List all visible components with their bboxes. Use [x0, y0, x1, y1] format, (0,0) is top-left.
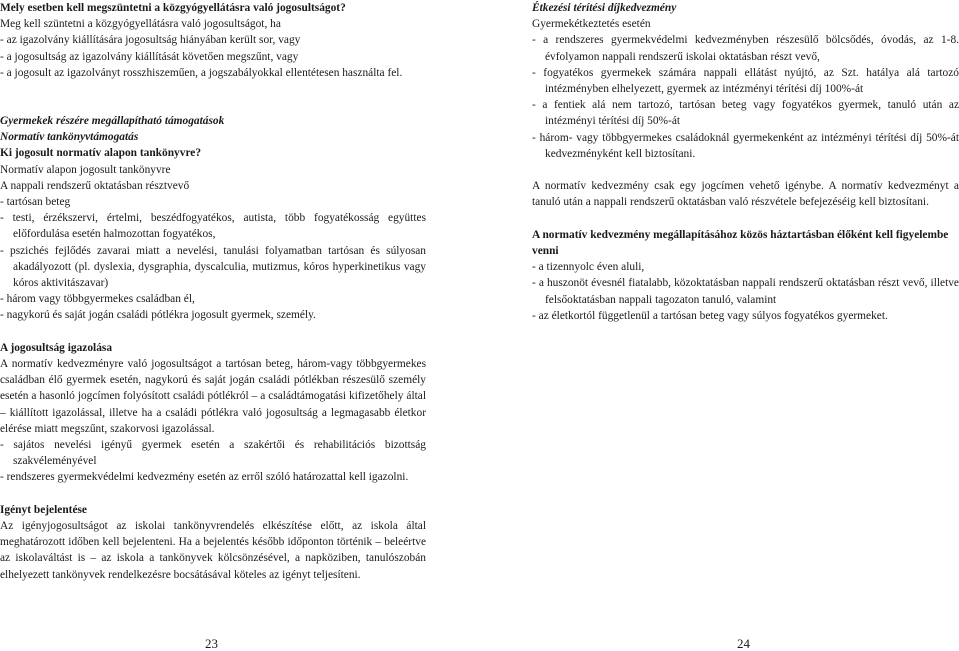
list-item: - a huszonöt évesnél fiatalabb, közoktatásban nappali rendszerű oktatásban részt vevő, illetve felsőoktatásban nappali tagozaton tanuló, valamint [532, 277, 959, 306]
paragraph: Meg kell szüntetni a közgyógyellátásra való jogosultságot, ha [0, 18, 281, 31]
list-item: - a fentiek alá nem tartozó, tartósan beteg vagy fogyatékos gyermek, tanuló után az intézményi térítési díj 50%-át [532, 99, 959, 128]
list-item: - a jogosultság az igazolvány kiállítását követően megszűnt, vagy [0, 50, 299, 63]
section-title: A jogosultság igazolása [0, 341, 113, 354]
paragraph: A normatív kedvezményre való jogosultságot a tartósan beteg, három-vagy többgyermekes családban élő gyermek esetén, nagykorú és saját jogán családi pótlékban részesülő személy esetén a hasonló jogcímen folyósított családi pótlékról – a családtámogatási kifizetőhely által – kiállított igazolással, illetve ha a családi pótlékra való jogosultság a legmagasabb életkor elérése miatt megszűnt, szakorvosi igazolással. [0, 358, 426, 435]
list-item: - testi, érzékszervi, értelmi, beszédfogyatékos, autista, több fogyatékosság együttes előfordulása esetén halmozottan fogyatékos, [0, 212, 426, 241]
page-number: 23 [205, 636, 218, 651]
list-item: - tartósan beteg [0, 196, 71, 209]
list-item: - az igazolvány kiállítására jogosultság hiányában került sor, vagy [0, 34, 301, 47]
section-subtitle: Normatív tankönyvtámogatás [0, 131, 139, 144]
list-item: - nagykorú és saját jogán családi pótlékra jogosult gyermek, személy. [0, 309, 316, 322]
question-heading: Ki jogosult normatív alapon tankönyvre? [0, 147, 202, 160]
list-item: - az életkortól függetlenül a tartósan beteg vagy súlyos fogyatékos gyermeket. [532, 309, 888, 322]
paragraph: Az igényjogosultságot az iskolai tankönyvrendelés elkészítése előtt, az iskola által meghatározott időben kell bejelenteni. Ha a bejelentés később időponton történik – beleértve az iskolaváltást is – az iskola a tankönyvek kölcsönzésével, a napköziben, tanulószobán elhelyezett tankönyvek rendelkezésre bocsátásával köteles az igényt teljesíteni. [0, 520, 426, 581]
list-item: - a tizennyolc éven aluli, [532, 261, 645, 274]
paragraph: Normatív alapon jogosult tankönyvre [0, 163, 171, 176]
list-item: - a jogosult az igazolványt rosszhiszeműen, a jogszabályokkal ellentétesen használta fel. [0, 66, 403, 79]
left-page [0, 0, 426, 583]
section-title: A normatív kedvezmény megállapításához közös háztartásban élőként kell figyelembe venni [532, 228, 949, 258]
list-item: - sajátos nevelési igényű gyermek esetén a szakértői és rehabilitációs bizottság szakvéleményével [0, 439, 426, 468]
section-title: Mely esetben kell megszüntetni a közgyógyellátásra való jogosultságot? [0, 2, 346, 14]
section-title: Étkezési térítési díjkedvezmény [532, 2, 677, 14]
right-page [532, 0, 959, 324]
paragraph: A normatív kedvezmény csak egy jogcímen vehető igénybe. A normatív kedvezményt a tanuló után a nappali rendszerű oktatásban való részvétele befejezéséig kell biztosítani. [532, 180, 959, 209]
paragraph: Gyermekétkeztetés esetén [532, 18, 651, 31]
list-item: - fogyatékos gyermekek számára nappali ellátást nyújtó, az Szt. hatálya alá tartozó intézményben elhelyezett, gyermek az intézményi térítési díj 100%-át [532, 66, 959, 96]
section-title: Igényt bejelentése [0, 503, 87, 516]
paragraph: A nappali rendszerű oktatásban résztvevő [0, 179, 190, 192]
page-number: 24 [737, 636, 750, 651]
list-item: - három vagy többgyermekes családban él, [0, 293, 195, 306]
list-item: - pszichés fejlődés zavarai miatt a nevelési, tanulási folyamatban tartósan és súlyosan akadályozott (pl. dyslexia, dysgraphia, dyscalculia, mutizmus, kóros hyperkinetikus vagy kóros aktivitászavar) [0, 244, 426, 290]
list-item: - a rendszeres gyermekvédelmi kedvezményben részesülő bölcsődés, óvodás, az 1-8. évfolyamon nappali rendszerű iskolai oktatásban részt vevő, [532, 34, 959, 63]
section-title: Gyermekek részére megállapítható támogatások [0, 115, 225, 128]
list-item: - három- vagy többgyermekes családoknál gyermekenként az intézményi térítési díj 50%-át kedvezményként kell biztosítani. [532, 131, 959, 160]
list-item: - rendszeres gyermekvédelmi kedvezmény esetén az erről szóló határozattal kell igazolni. [0, 471, 409, 484]
